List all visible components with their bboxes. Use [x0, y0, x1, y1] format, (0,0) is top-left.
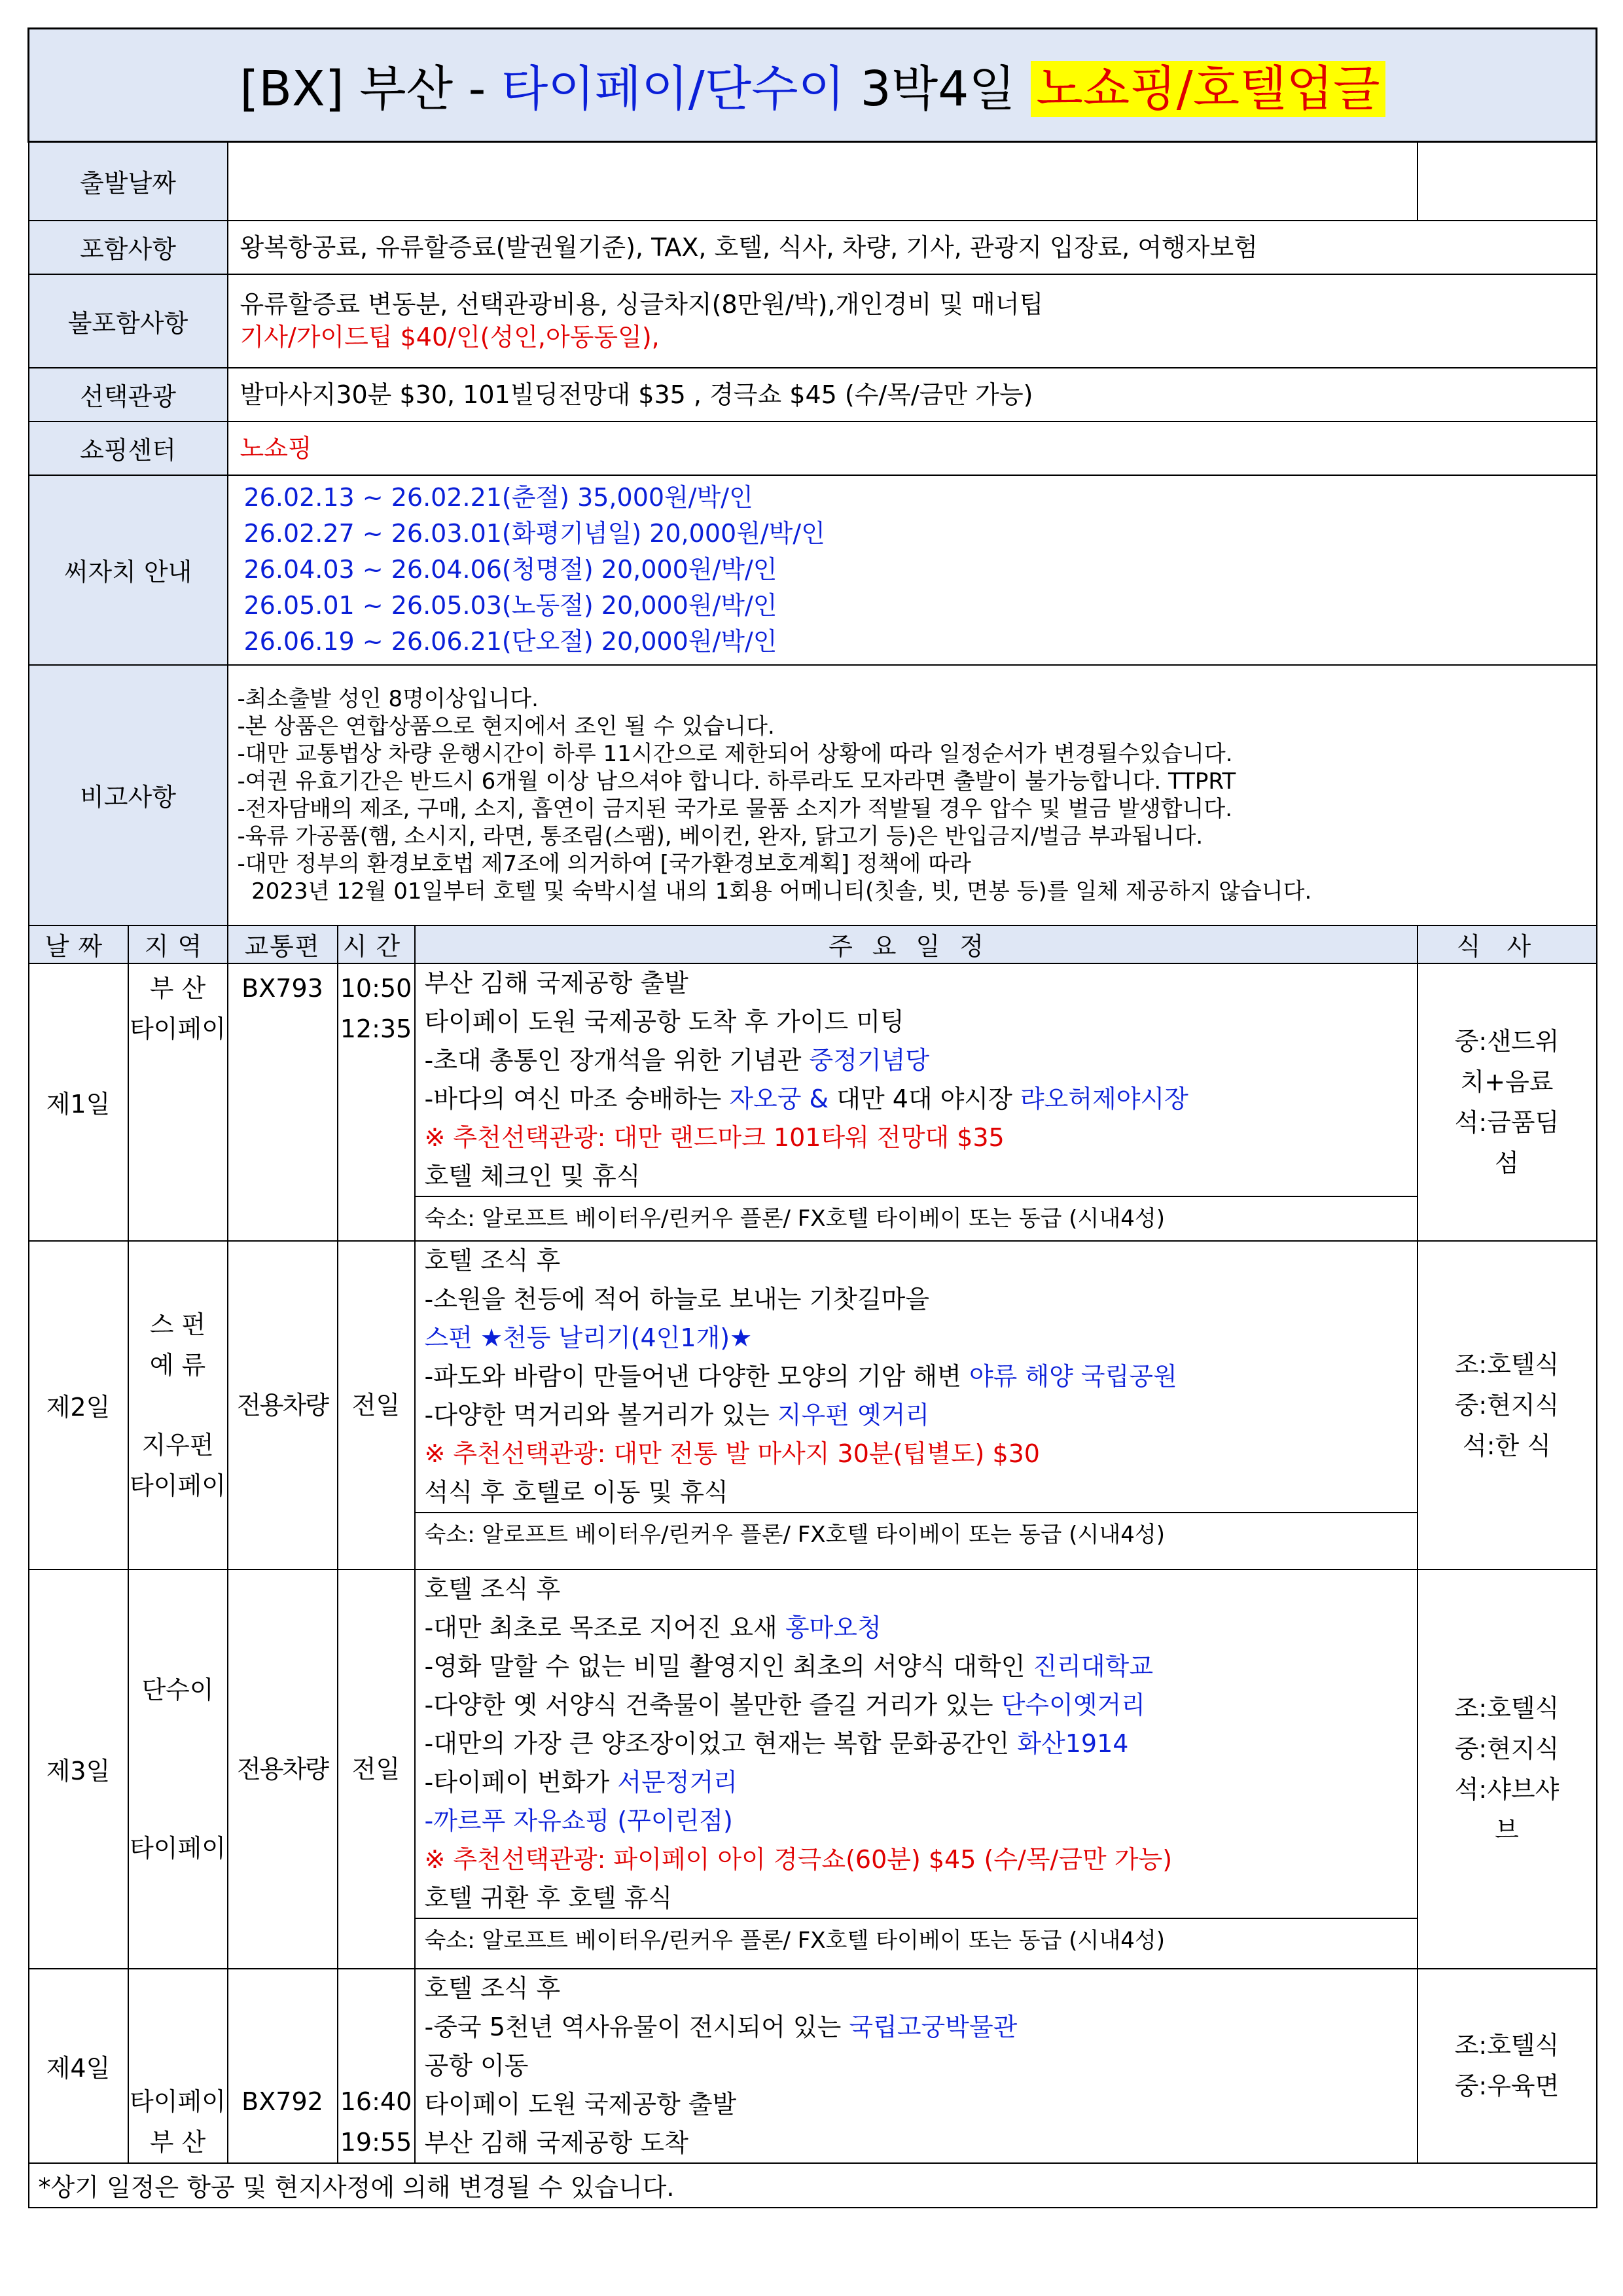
day-time: 전일: [338, 1570, 415, 1969]
option-text: 발마사지30분 $30, 101빌딩전망대 $35 , 경극쇼 $45 (수/목/금만 가능): [228, 368, 1597, 422]
schedule-line: 공항 이동: [424, 2051, 529, 2080]
sight-name: 진리대학교: [1033, 1651, 1154, 1681]
day-transport: BX793: [228, 963, 338, 1241]
day-region: [128, 1570, 228, 1969]
region-name: 부 산: [149, 973, 206, 1003]
sight-name: 화산1914: [1017, 1729, 1129, 1758]
schedule-line: 부산 김해 국제공항 도착: [424, 2128, 688, 2157]
sight-name: 자오궁 &: [729, 1084, 829, 1113]
region-name: 단수이: [141, 1675, 214, 1704]
meal-line: 치+음료: [1460, 1067, 1554, 1096]
header-meal: 식사: [1418, 925, 1597, 963]
day-region: [128, 1241, 228, 1570]
notes-list: [228, 665, 1597, 925]
schedule-line: [425, 1647, 1408, 1686]
schedule-line: 타이페이 도원 국제공항 도착 후 가이드 미팅: [424, 1007, 904, 1036]
day-region: [128, 1969, 228, 2163]
exclude-line-2: 기사/가이드팁 $40/인(성인,아동동일),: [240, 323, 660, 351]
exclude-line-1: 유류할증료 변동분, 선택관광비용, 싱글차지(8만원/박),개인경비 및 매너팁: [240, 290, 1044, 319]
meal-line: 석:샤브샤: [1454, 1774, 1560, 1804]
meal-line: 조:호텔식: [1454, 1350, 1560, 1379]
title-prefix: [BX] 부산 -: [240, 61, 501, 117]
surcharge-item: 26.05.01 ~ 26.05.03(노동절) 20,000원/박/인: [243, 591, 777, 620]
day-time: [338, 1969, 415, 2163]
include-text: 왕복항공료, 유류할증료(발권월기준), TAX, 호텔, 식사, 차량, 기사, 관광지 입장료, 여행자보험: [228, 221, 1597, 274]
optional-tour-line: ※ 추천선택관광: 대만 랜드마크 101타워 전망대 $35: [424, 1122, 1005, 1152]
schedule-text: -초대 총통인 장개석을 위한 기념관: [424, 1045, 810, 1075]
exclude-label: 불포함사항: [29, 274, 228, 368]
day-label: 제2일: [29, 1241, 128, 1570]
schedule-line: [425, 1686, 1408, 1725]
schedule-line: [425, 1080, 1408, 1119]
title-highlight: 노쇼핑/호텔업글: [1031, 61, 1385, 117]
day-transport: BX792: [228, 1969, 338, 2163]
day-time: 전일: [338, 1241, 415, 1570]
page-title: [29, 29, 1597, 142]
hotel-line: 숙소: 알로프트 베이터우/린커우 플론/ FX호텔 타이베이 또는 동급 (시내4성): [416, 1512, 1417, 1556]
region-name: 타이페이: [130, 1471, 226, 1500]
schedule-text: -대만 최초로 목조로 지어진 요새: [424, 1613, 785, 1642]
region-name: 타이페이: [130, 2087, 226, 2116]
meal-line: 섬: [1495, 1148, 1519, 1177]
itinerary-table: [27, 27, 1597, 2208]
depart-date-field: [228, 142, 1418, 221]
meal-line: 조:호텔식: [1454, 2031, 1560, 2060]
day-label: 제4일: [29, 1969, 128, 2163]
hotel-line: 숙소: 알로프트 베이터우/린커우 플론/ FX호텔 타이베이 또는 동급 (시내4성): [416, 1196, 1417, 1240]
meal-line: 중:우육면: [1454, 2072, 1560, 2100]
day-row: [29, 963, 1597, 1241]
region-name: 예 류: [149, 1350, 206, 1380]
include-label: 포함사항: [29, 221, 228, 274]
note-item: -전자담배의 제조, 구매, 소지, 흡연이 금지된 국가로 물품 소지가 적발될 경우 압수 및 벌금 발생합니다.: [237, 795, 1233, 822]
header-transport: 교통편: [228, 925, 338, 963]
surcharge-item: 26.02.13 ~ 26.02.21(춘절) 35,000원/박/인: [243, 483, 753, 512]
schedule-line: 호텔 조식 후: [424, 1973, 561, 2003]
meal-line: 브: [1495, 1815, 1519, 1844]
schedule-text: -다양한 옛 서양식 건축물이 볼만한 즐길 거리가 있는: [424, 1690, 1001, 1719]
schedule-text: -바다의 여신 마조 숭배하는: [424, 1084, 730, 1113]
sight-name: 홍마오청: [785, 1613, 882, 1642]
note-item: 2023년 12월 01일부터 호텔 및 숙박시설 내의 1회용 어메니티(칫솔, 빗, 면봉 등)를 일체 제공하지 않습니다.: [237, 878, 1312, 905]
sight-name: 랴오허제야시장: [1020, 1084, 1188, 1113]
meal-line: 중:샌드위: [1454, 1026, 1560, 1056]
note-item: -대만 교통법상 차량 운행시간이 하루 11시간으로 제한되어 상황에 따라 일정순서가 변경될수있습니다.: [237, 740, 1233, 767]
header-region: 지역: [128, 925, 228, 963]
schedule-line: -소원을 천등에 적어 하늘로 보내는 기찻길마을: [424, 1284, 930, 1314]
schedule-text: 대만 4대 야시장: [829, 1084, 1020, 1113]
title-duration: 3박4일: [845, 61, 1031, 117]
day-row: [29, 1969, 1597, 2163]
day-schedule: [415, 1969, 1418, 2163]
sight-name: 단수이옛거리: [1001, 1690, 1145, 1719]
header-schedule: 주요일정: [415, 925, 1418, 963]
surcharge-item: 26.04.03 ~ 26.04.06(청명절) 20,000원/박/인: [243, 555, 777, 584]
time-value: 10:50: [340, 973, 412, 1003]
notes-label: 비고사항: [29, 665, 228, 925]
meal-line: 중:현지식: [1454, 1734, 1560, 1763]
shop-text: 노쇼핑: [228, 422, 1597, 475]
day-label: 제1일: [29, 963, 128, 1241]
day-meal: [1418, 1241, 1597, 1570]
day-label: 제3일: [29, 1570, 128, 1969]
sight-name: 국립고궁박물관: [849, 2012, 1018, 2041]
schedule-line: [425, 1396, 1408, 1435]
shop-label: 쇼핑센터: [29, 422, 228, 475]
schedule-line: -까르푸 자유쇼핑 (꾸이린점): [424, 1806, 733, 1835]
schedule-line: 호텔 조식 후: [424, 1574, 561, 1604]
region-name: 부 산: [149, 2127, 206, 2157]
meal-line: 조:호텔식: [1454, 1693, 1560, 1723]
header-day: 날짜: [29, 925, 128, 963]
schedule-text: -대만의 가장 큰 양조장이었고 현재는 복합 문화공간인: [424, 1729, 1018, 1758]
region-name: 타이페이: [130, 1833, 226, 1863]
sight-name: 중정기념당: [809, 1045, 930, 1075]
day-transport: 전용차량: [228, 1570, 338, 1969]
region-name: 스 펀: [149, 1310, 206, 1339]
optional-tour-line: ※ 추천선택관광: 대만 전통 발 마사지 30분(팁별도) $30: [424, 1439, 1040, 1468]
note-item: -최소출발 성인 8명이상입니다.: [237, 685, 539, 712]
exclude-cell: [228, 274, 1597, 368]
schedule-line: [425, 1609, 1408, 1647]
schedule-line: [425, 1041, 1408, 1080]
title-route: 타이페이/단수이: [501, 61, 846, 117]
time-value: 12:35: [340, 1014, 412, 1043]
schedule-text: -타이페이 번화가: [424, 1767, 618, 1797]
schedule-line: 부산 김해 국제공항 출발: [424, 968, 688, 997]
sight-name: 서문정거리: [617, 1767, 738, 1797]
depart-date-extra-field: [1418, 142, 1597, 221]
schedule-line: 호텔 조식 후: [424, 1246, 561, 1275]
schedule-text: -다양한 먹거리와 볼거리가 있는: [424, 1400, 777, 1429]
region-name: 타이페이: [130, 1014, 226, 1043]
note-item: -본 상품은 연합상품으로 현지에서 조인 될 수 있습니다.: [237, 713, 775, 740]
day-time: [338, 963, 415, 1241]
itinerary-document: [27, 27, 1596, 2208]
surcharge-label: 써자치 안내: [29, 475, 228, 665]
day-region: [128, 963, 228, 1241]
day-schedule: [415, 1570, 1418, 1969]
option-label: 선택관광: [29, 368, 228, 422]
schedule-line: [425, 1725, 1408, 1763]
schedule-line: [425, 1357, 1408, 1396]
schedule-line: [425, 1763, 1408, 1802]
schedule-line: 스펀 ★천등 날리기(4인1개)★: [424, 1323, 753, 1352]
meal-line: 석:한 식: [1463, 1431, 1552, 1460]
schedule-line: 호텔 체크인 및 휴식: [424, 1161, 641, 1191]
day-meal: [1418, 1570, 1597, 1969]
day-transport: 전용차량: [228, 1241, 338, 1570]
schedule-line: [425, 2008, 1408, 2047]
schedule-text: -파도와 바람이 만들어낸 다양한 모양의 기암 해변: [424, 1361, 969, 1391]
depart-date-label: 출발날짜: [29, 142, 228, 221]
time-value: 16:40: [340, 2087, 412, 2116]
surcharge-list: [228, 475, 1597, 665]
note-item: -대만 정부의 환경보호법 제7조에 의거하여 [국가환경보호계획] 정책에 따라: [237, 850, 971, 877]
optional-tour-line: ※ 추천선택관광: 파이페이 아이 경극쇼(60분) $45 (수/목/금만 가능): [424, 1844, 1173, 1874]
schedule-text: -중국 5천년 역사유물이 전시되어 있는: [424, 2012, 849, 2041]
schedule-line: 타이페이 도원 국제공항 출발: [424, 2089, 737, 2119]
meal-line: 중:현지식: [1454, 1390, 1560, 1420]
note-item: -여권 유효기간은 반드시 6개월 이상 남으셔야 합니다. 하루라도 모자라면 출발이 불가능합니다. TTPRT: [237, 768, 1236, 795]
surcharge-item: 26.06.19 ~ 26.06.21(단오절) 20,000원/박/인: [243, 627, 777, 656]
time-value: 19:55: [340, 2127, 412, 2157]
day-schedule: [415, 1241, 1418, 1570]
day-meal: [1418, 1969, 1597, 2163]
day-row: [29, 1241, 1597, 1570]
day-schedule: [415, 963, 1418, 1241]
header-time: 시간: [338, 925, 415, 963]
meal-line: 석:금품딤: [1454, 1107, 1560, 1137]
schedule-line: 호텔 귀환 후 호텔 휴식: [424, 1883, 673, 1912]
sight-name: 지우펀 옛거리: [777, 1400, 930, 1429]
footer-note: *상기 일정은 항공 및 현지사정에 의해 변경될 수 있습니다.: [29, 2163, 1597, 2208]
day-meal: [1418, 963, 1597, 1241]
schedule-text: -영화 말할 수 없는 비밀 촬영지인 최초의 서양식 대학인: [424, 1651, 1033, 1681]
hotel-line: 숙소: 알로프트 베이터우/린커우 플론/ FX호텔 타이베이 또는 동급 (시내4성): [416, 1918, 1417, 1962]
note-item: -육류 가공품(햄, 소시지, 라면, 통조림(스팸), 베이컨, 완자, 닭고기 등)은 반입금지/벌금 부과됩니다.: [237, 823, 1204, 850]
day-row: [29, 1570, 1597, 1969]
region-name: 지우펀: [141, 1430, 214, 1460]
surcharge-item: 26.02.27 ~ 26.03.01(화평기념일) 20,000원/박/인: [243, 519, 825, 548]
sight-name: 야류 해양 국립공원: [969, 1361, 1177, 1391]
schedule-line: 석식 후 호텔로 이동 및 휴식: [424, 1477, 728, 1507]
